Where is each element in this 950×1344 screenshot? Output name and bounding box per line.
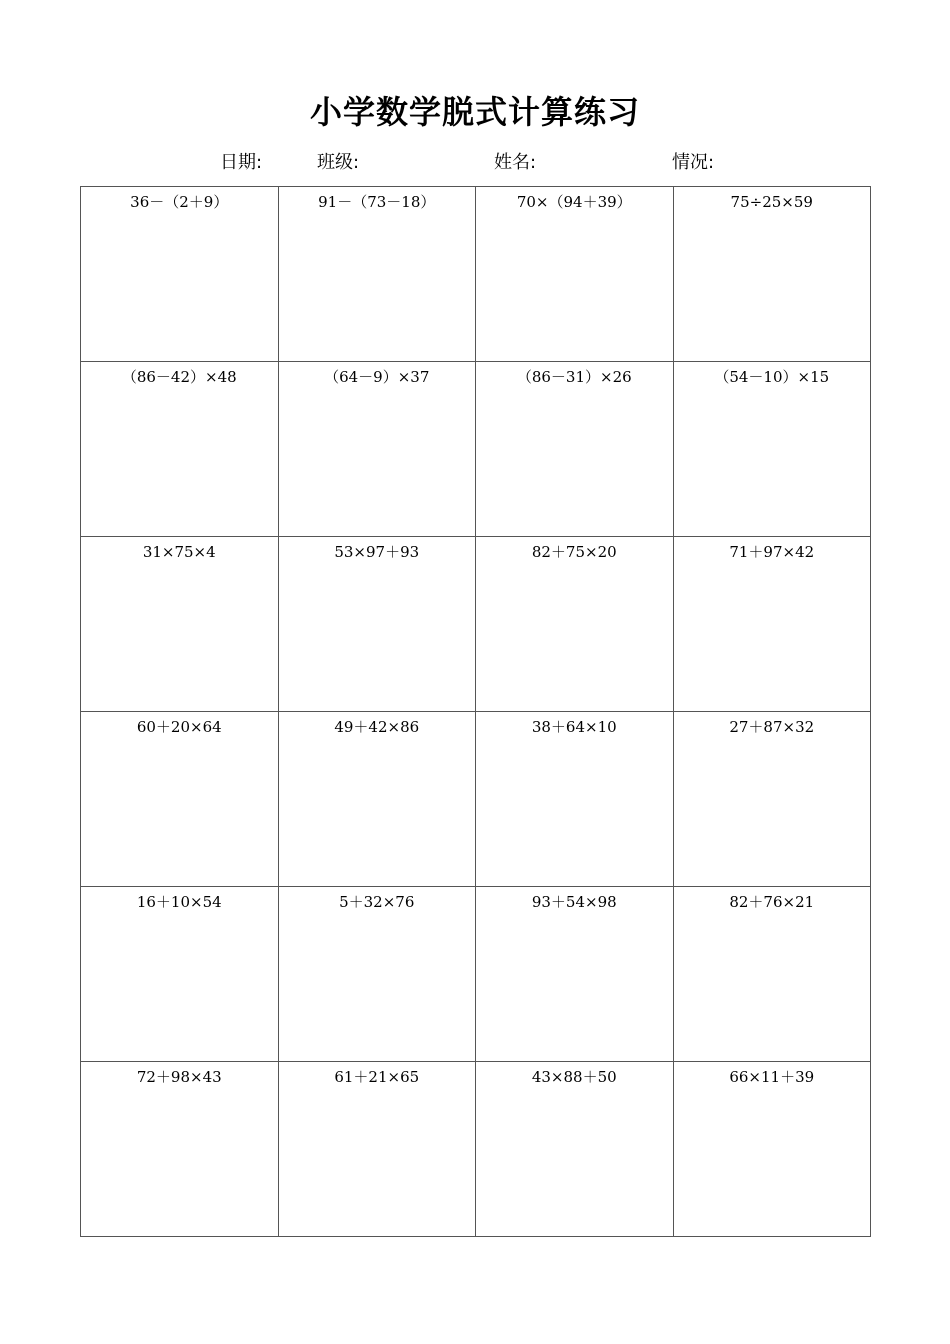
problem-cell[interactable]	[476, 887, 674, 1062]
problem-cell[interactable]	[81, 537, 279, 712]
problem-row	[81, 537, 871, 712]
problem-cell[interactable]	[278, 187, 476, 362]
problem-row	[81, 362, 871, 537]
problem-expression: 53×97＋93	[334, 543, 420, 561]
class-label: 班级:	[317, 152, 360, 173]
problem-expression: 38＋64×10	[531, 718, 617, 736]
problem-cell[interactable]	[673, 712, 871, 887]
problem-cell[interactable]	[476, 712, 674, 887]
problem-cell[interactable]	[673, 362, 871, 537]
problem-cell[interactable]	[278, 362, 476, 537]
problem-cell[interactable]	[81, 362, 279, 537]
problem-cell[interactable]	[81, 1062, 279, 1237]
problem-cell[interactable]	[673, 887, 871, 1062]
problem-expression: 75÷25×59	[730, 193, 813, 211]
problem-expression: 60＋20×64	[136, 718, 222, 736]
problem-expression: 82＋76×21	[729, 893, 815, 911]
problem-cell[interactable]	[81, 187, 279, 362]
problem-expression: （64－9）×37	[324, 368, 430, 386]
problem-expression: 49＋42×86	[334, 718, 420, 736]
problem-cell[interactable]	[476, 537, 674, 712]
problem-cell[interactable]	[476, 362, 674, 537]
problem-cell[interactable]	[278, 1062, 476, 1237]
problem-row	[81, 187, 871, 362]
status-label: 情况:	[672, 152, 715, 173]
problem-cell[interactable]	[476, 187, 674, 362]
problem-grid	[80, 186, 871, 1237]
problem-row	[81, 887, 871, 1062]
problem-expression: （86－31）×26	[516, 368, 632, 386]
problem-expression: 27＋87×32	[729, 718, 815, 736]
date-label: 日期:	[220, 152, 263, 173]
problem-row	[81, 712, 871, 887]
problem-expression: 70×（94＋39）	[516, 193, 632, 211]
problem-cell[interactable]	[673, 537, 871, 712]
problem-expression: 72＋98×43	[136, 1068, 222, 1086]
name-label: 姓名:	[494, 152, 537, 173]
problem-cell[interactable]	[81, 712, 279, 887]
problem-expression: 61＋21×65	[334, 1068, 420, 1086]
problem-expression: 82＋75×20	[531, 543, 617, 561]
problem-expression: 5＋32×76	[339, 893, 415, 911]
problem-cell[interactable]	[81, 887, 279, 1062]
page-title: 小学数学脱式计算练习	[309, 93, 640, 131]
problem-expression: 91－（73－18）	[318, 193, 436, 211]
problem-cell[interactable]	[278, 887, 476, 1062]
problem-cell[interactable]	[673, 1062, 871, 1237]
problem-cell[interactable]	[673, 187, 871, 362]
problem-cell[interactable]	[278, 712, 476, 887]
problem-cell[interactable]	[476, 1062, 674, 1237]
problem-expression: 31×75×4	[142, 543, 216, 561]
problem-expression: 36－（2＋9）	[130, 193, 229, 211]
problem-expression: 71＋97×42	[729, 543, 815, 561]
problem-expression: 66×11＋39	[729, 1068, 815, 1086]
problem-expression: 43×88＋50	[531, 1068, 617, 1086]
problem-expression: （86－42）×48	[121, 368, 237, 386]
problem-cell[interactable]	[278, 537, 476, 712]
problem-expression: （54－10）×15	[714, 368, 830, 386]
problem-expression: 16＋10×54	[136, 893, 222, 911]
problem-row	[81, 1062, 871, 1237]
problem-expression: 93＋54×98	[531, 893, 617, 911]
